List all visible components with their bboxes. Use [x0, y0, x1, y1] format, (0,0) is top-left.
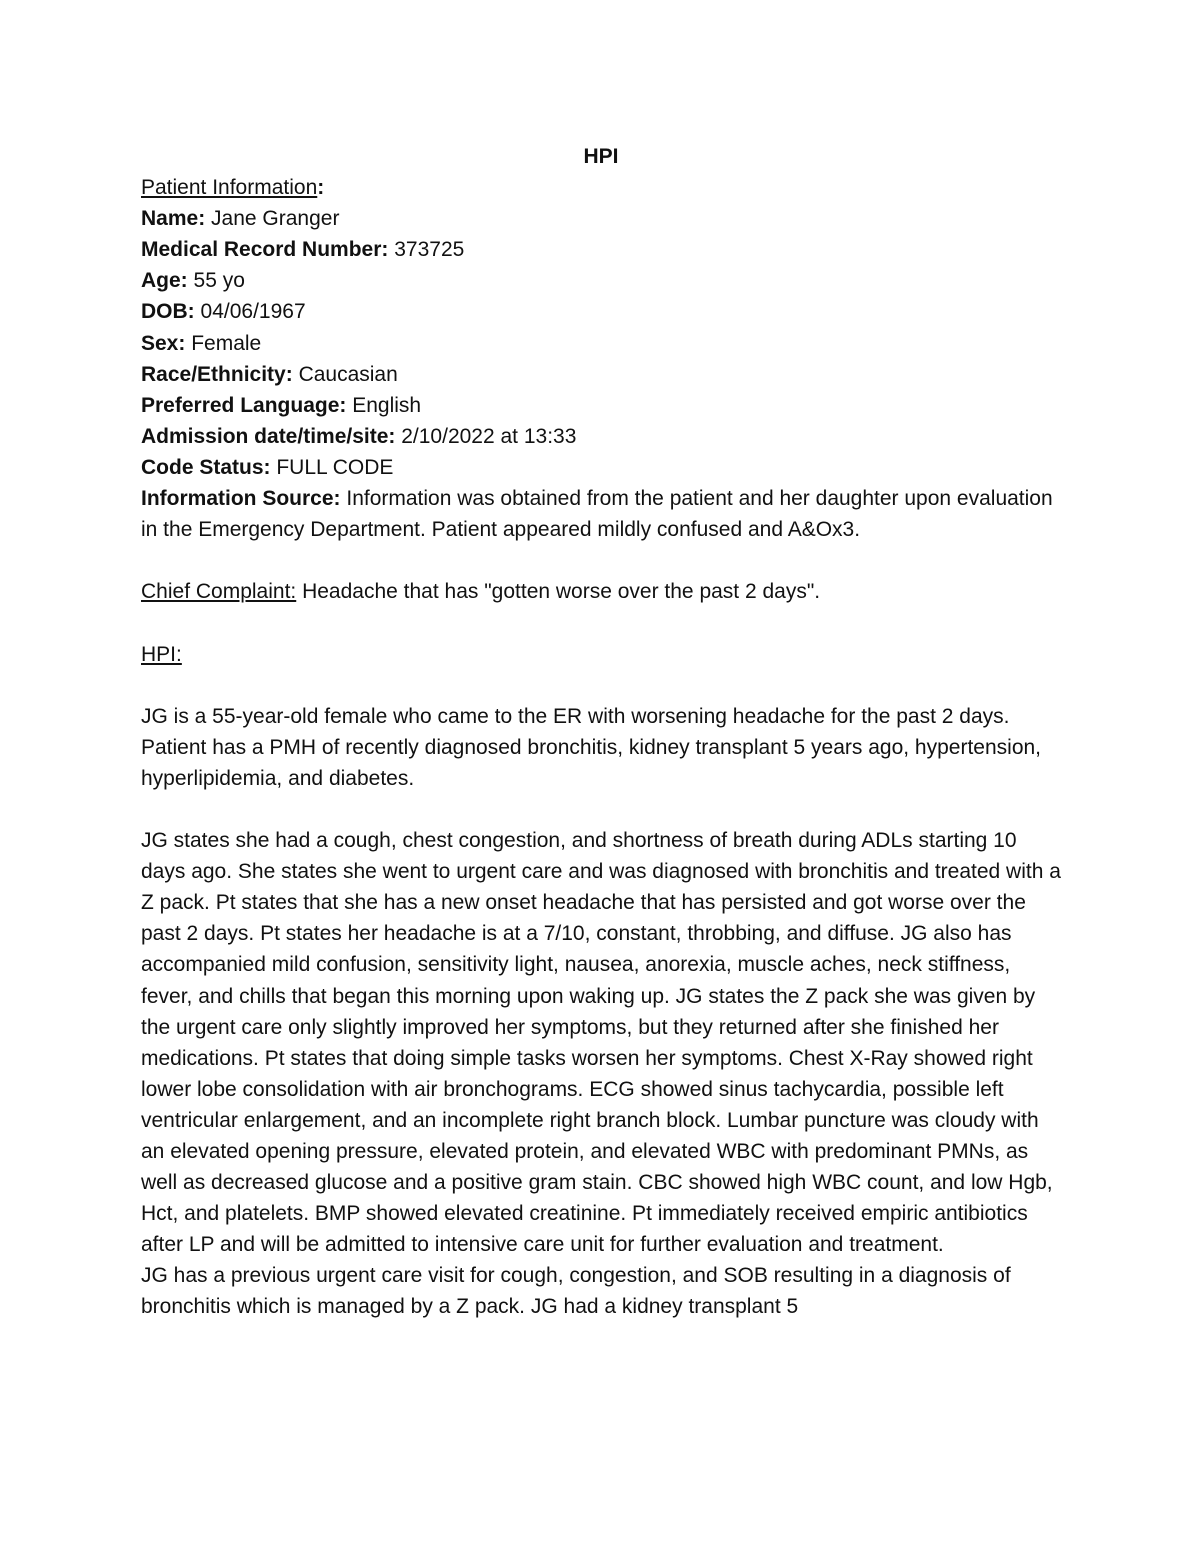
field-admission [141, 421, 1061, 452]
hpi-paragraph: JG states she had a cough, chest congestion, and shortness of breath during ADLs starting 10 days ago. She states she went to urgent care and was diagnosed with bronchitis and treated with a Z pack. Pt states that she has a new onset headache that has persisted and got worse over the past 2 days. Pt states her headache is at a 7/10, constant, throbbing, and diffuse. JG also has accompanied mild confusion, sensitivity light, nausea, anorexia, muscle aches, neck stiffness, fever, and chills that began this morning upon waking up. JG states the Z pack she was given by the urgent care only slightly improved her symptoms, but they returned after she finished her medications. Pt states that doing simple tasks worsen her symptoms. Chest X-Ray showed right lower lobe consolidation with air bronchograms. ECG showed sinus tachycardia, possible left ventricular enlargement, and an incomplete right branch block. Lumbar puncture was cloudy with an elevated opening pressure, elevated protein, and elevated WBC with predominant PMNs, as well as decreased glucose and a positive gram stain. CBC showed high WBC count, and low Hgb, Hct, and platelets. BMP showed elevated creatinine. Pt immediately received empiric antibiotics after LP and will be admitted to intensive care unit for further evaluation and treatment. [141, 829, 1061, 1257]
field-dob [141, 296, 1061, 327]
patient-info-heading [141, 172, 1061, 203]
hpi-paragraph: JG is a 55-year-old female who came to the ER with worsening headache for the past 2 days. Patient has a PMH of recently diagnosed bronchitis, kidney transplant 5 years ago, hypertension, hyperlipidemia, and diabetes. [141, 704, 1042, 790]
field-value: 04/06/1967 [200, 300, 306, 324]
field-code-status [141, 452, 1061, 483]
field-value: FULL CODE [276, 455, 394, 479]
field-value: Female [191, 331, 262, 355]
field-label: Name: [141, 207, 206, 231]
field-age [141, 265, 1061, 296]
spacer [141, 794, 1061, 825]
field-label: Race/Ethnicity: [141, 362, 293, 386]
spacer [141, 607, 1061, 638]
field-label: Medical Record Number: [141, 238, 389, 262]
field-value: Jane Granger [211, 207, 340, 231]
field-label: Sex: [141, 331, 186, 355]
field-value: Information was obtained from the patient and her daughter upon evaluation in the Emergency Department. Patient appeared mildly confused and A&Ox3. [141, 487, 1053, 542]
field-label: DOB: [141, 300, 195, 324]
chief-complaint [141, 576, 1061, 607]
spacer [141, 670, 1061, 701]
document-title: HPI [583, 145, 619, 168]
field-value: 373725 [394, 238, 465, 262]
hpi-heading [141, 639, 1061, 670]
field-label: Preferred Language: [141, 393, 347, 417]
spacer [141, 545, 1061, 576]
field-name [141, 203, 1061, 234]
field-label: Code Status: [141, 455, 271, 479]
patient-info-heading-colon: : [317, 176, 325, 200]
field-preferred-language [141, 390, 1061, 421]
field-label: Information Source: [141, 487, 341, 511]
chief-complaint-heading: Chief Complaint: [141, 580, 297, 604]
patient-info-heading-text: Patient Information [141, 176, 318, 200]
field-information-source [141, 483, 1061, 545]
field-value: English [352, 393, 422, 417]
field-value: Caucasian [298, 362, 398, 386]
field-race-ethnicity [141, 359, 1061, 390]
chief-complaint-text: Headache that has "gotten worse over the past 2 days". [302, 580, 821, 604]
field-label: Admission date/time/site: [141, 424, 396, 448]
field-medical-record-number [141, 234, 1061, 265]
hpi-paragraph: JG has a previous urgent care visit for cough, congestion, and SOB resulting in a diagnosis of bronchitis which is managed by a Z pack. JG had a kidney transplant 5 [141, 1264, 1011, 1319]
field-value: 2/10/2022 at 13:33 [401, 424, 577, 448]
document-page [141, 141, 1061, 1323]
field-label: Age: [141, 269, 188, 293]
field-value: 55 yo [193, 269, 245, 293]
hpi-heading-text: HPI: [141, 642, 182, 666]
field-sex [141, 328, 1061, 359]
